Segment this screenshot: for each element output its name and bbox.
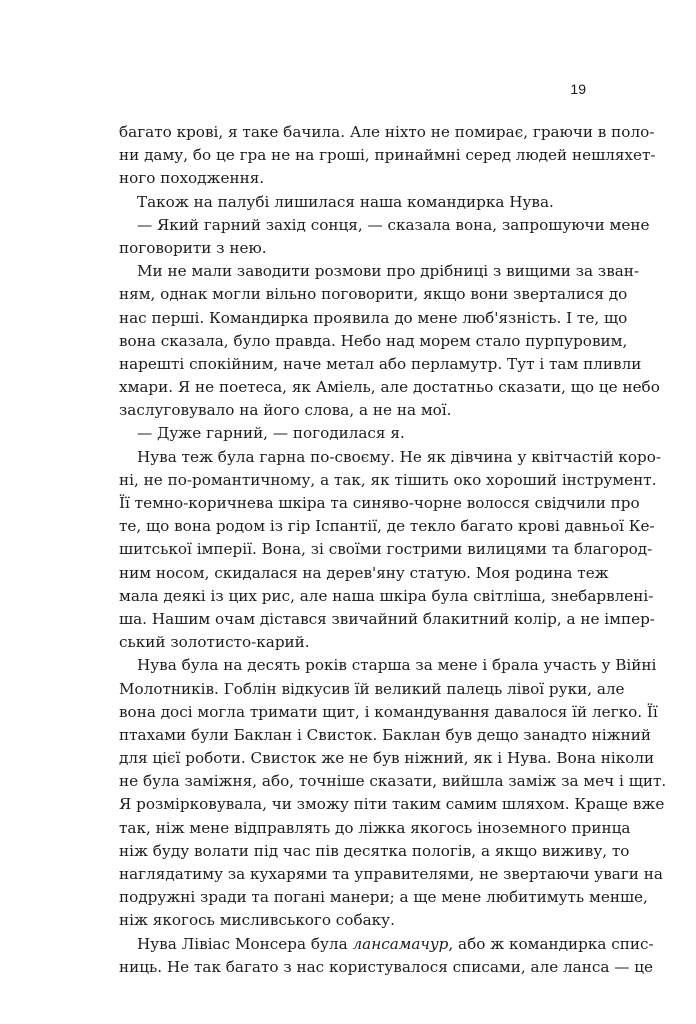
text-line: подружні зради та погані манери; а ще мене любитимуть менше, (119, 888, 648, 907)
text-line: Нува теж була гарна по-своєму. Не як дівчина у квітчастій коро- (137, 447, 662, 466)
text-line: так, ніж мене відправлять до ліжка якогось іноземного принца (119, 818, 631, 837)
text-line: ніж буду волати під час пів десятка пологів, а якщо виживу, то (119, 841, 630, 860)
text-fragment: Нува Лівіас Монсера була (137, 934, 353, 953)
text-line: ни даму, бо це гра не на гроші, принаймні серед людей нешляхет- (119, 146, 656, 165)
text-line: ні, не по-романтичному, а так, як тішить око хороший інструмент. (119, 470, 657, 489)
text-line: ним носом, скидалася на дерев'яну статую. Моя родина теж (119, 563, 609, 582)
text-line: птахами були Баклан і Свисток. Баклан був дещо занадто ніжний (119, 725, 651, 744)
text-line: Також на палубі лишилася наша командирка Нува. (137, 192, 554, 211)
text-line: Молотників. Гоблін відкусив їй великий палець лівої руки, але (119, 679, 625, 698)
text-line: вона сказала, було правда. Небо над морем стало пурпуровим, (119, 331, 628, 350)
text-line: Я розмірковувала, чи зможу піти таким самим шляхом. Краще вже (119, 795, 665, 814)
body-text (119, 121, 667, 979)
text-line: нарешті спокійним, наче метал або перламутр. Тут і там пливли (119, 354, 642, 373)
text-line: ниць. Не так багато з нас користувалося списами, але ланса — це (119, 957, 654, 976)
text-line: Ми не мали заводити розмови про дрібниці з вищими за зван- (137, 262, 640, 281)
text-line: вона досі могла тримати щит, і командування давалося їй легко. Її (119, 702, 658, 721)
text-line: шитської імперії. Вона, зі своїми гострими вилицями та благород- (119, 540, 653, 559)
text-line: заслуговувало на його слова, а не на мої. (119, 401, 452, 420)
text-line: Її темно-коричнева шкіра та синяво-чорне волосся свідчили про (119, 494, 640, 512)
text-line: те, що вона родом із гір Іспантії, де текло багато крові давньої Ке- (119, 517, 655, 536)
text-line: ного походження. (119, 169, 265, 188)
text-line: — Дуже гарний, — погодилася я. (137, 424, 405, 443)
text-line: наглядатиму за кухарями та управителями, не звертаючи уваги на (119, 865, 663, 883)
text-line: для цієї роботи. Свисток же не був ніжний, як і Нува. Вона ніколи (119, 749, 655, 768)
text-line: хмари. Я не поетеса, як Аміель, але достатньо сказати, що це небо (119, 378, 660, 397)
text-line: — Який гарний захід сонця, — сказала вона, запрошуючи мене (137, 215, 650, 234)
text-line: мала деякі із цих рис, але наша шкіра була світліша, знебарвлені- (119, 586, 654, 605)
page-number: 19 (570, 81, 586, 97)
text-line: ням, однак могли вільно поговорити, якщо вони зверталися до (119, 285, 628, 304)
text-line: Нува була на десять років старша за мене і брала участь у Війні (137, 656, 657, 675)
text-line (119, 933, 654, 956)
text-line: ніж якогось мисливського собаку. (119, 911, 395, 930)
text-line: ша. Нашим очам дістався звичайний блакитний колір, а не імпер- (119, 609, 655, 628)
text-line: ський золотисто-карий. (119, 633, 310, 652)
text-line: багато крові, я таке бачила. Але ніхто не помирає, граючи в поло- (119, 123, 655, 141)
text-line: поговорити з нею. (119, 238, 267, 257)
text-line: не була заміжня, або, точніше сказати, вийшла заміж за меч і щит. (119, 772, 667, 791)
italic-term: лансамачур (352, 934, 449, 953)
text-line: нас перші. Командирка проявила до мене люб'язність. І те, що (119, 308, 628, 327)
text-fragment: , або ж командирка спис- (448, 934, 654, 953)
